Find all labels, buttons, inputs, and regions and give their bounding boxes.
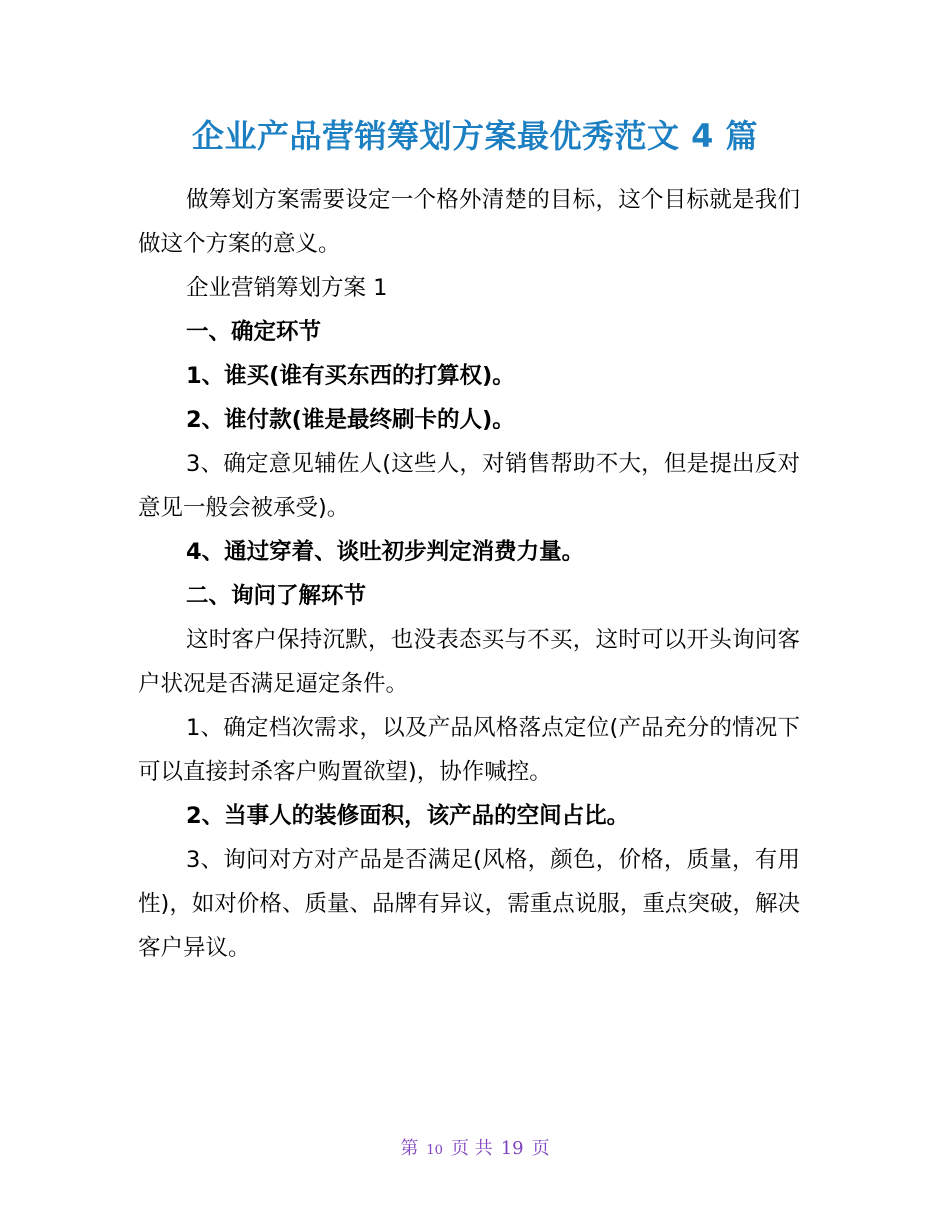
paragraph-10: 1、确定档次需求，以及产品风格落点定位(产品充分的情况下可以直接封杀客户购置欲望)，协作喊控。 (138, 715, 800, 785)
paragraph-4: 1、谁买(谁有买东西的打算权)。 (186, 363, 515, 389)
paragraph-6: 3、确定意见辅佐人(这些人，对销售帮助不大，但是提出反对意见一般会被承受)。 (138, 451, 800, 521)
footer-prefix: 第 (400, 1138, 419, 1159)
paragraph-5: 2、谁付款(谁是最终刷卡的人)。 (186, 407, 515, 433)
paragraph-2: 企业营销筹划方案 1 (186, 275, 388, 301)
paragraph-12: 3、询问对方对产品是否满足(风格，颜色，价格，质量，有用性)，如对价格、质量、品牌有异议，需重点说服，重点突破，解决客户异议。 (138, 847, 800, 961)
paragraph-1: 做筹划方案需要设定一个格外清楚的目标，这个目标就是我们做这个方案的意义。 (138, 187, 800, 257)
footer-total-pages: 19 (500, 1138, 524, 1159)
page-footer (0, 1134, 950, 1160)
paragraph-3: 一、确定环节 (186, 319, 322, 345)
footer-current-page: 10 (426, 1143, 443, 1158)
paragraph-8: 二、询问了解环节 (186, 583, 367, 609)
paragraph-9: 这时客户保持沉默，也没表态买与不买，这时可以开头询问客户状况是否满足逼定条件。 (138, 627, 800, 697)
paragraph-7: 4、通过穿着、谈吐初步判定消费力量。 (186, 539, 585, 565)
document-body (138, 178, 800, 970)
paragraph-11: 2、当事人的装修面积，该产品的空间占比。 (186, 803, 630, 829)
page-title: 企业产品营销筹划方案最优秀范文 4 篇 (191, 117, 759, 156)
footer-middle: 页 共 (450, 1138, 493, 1159)
footer-suffix: 页 (531, 1138, 550, 1159)
